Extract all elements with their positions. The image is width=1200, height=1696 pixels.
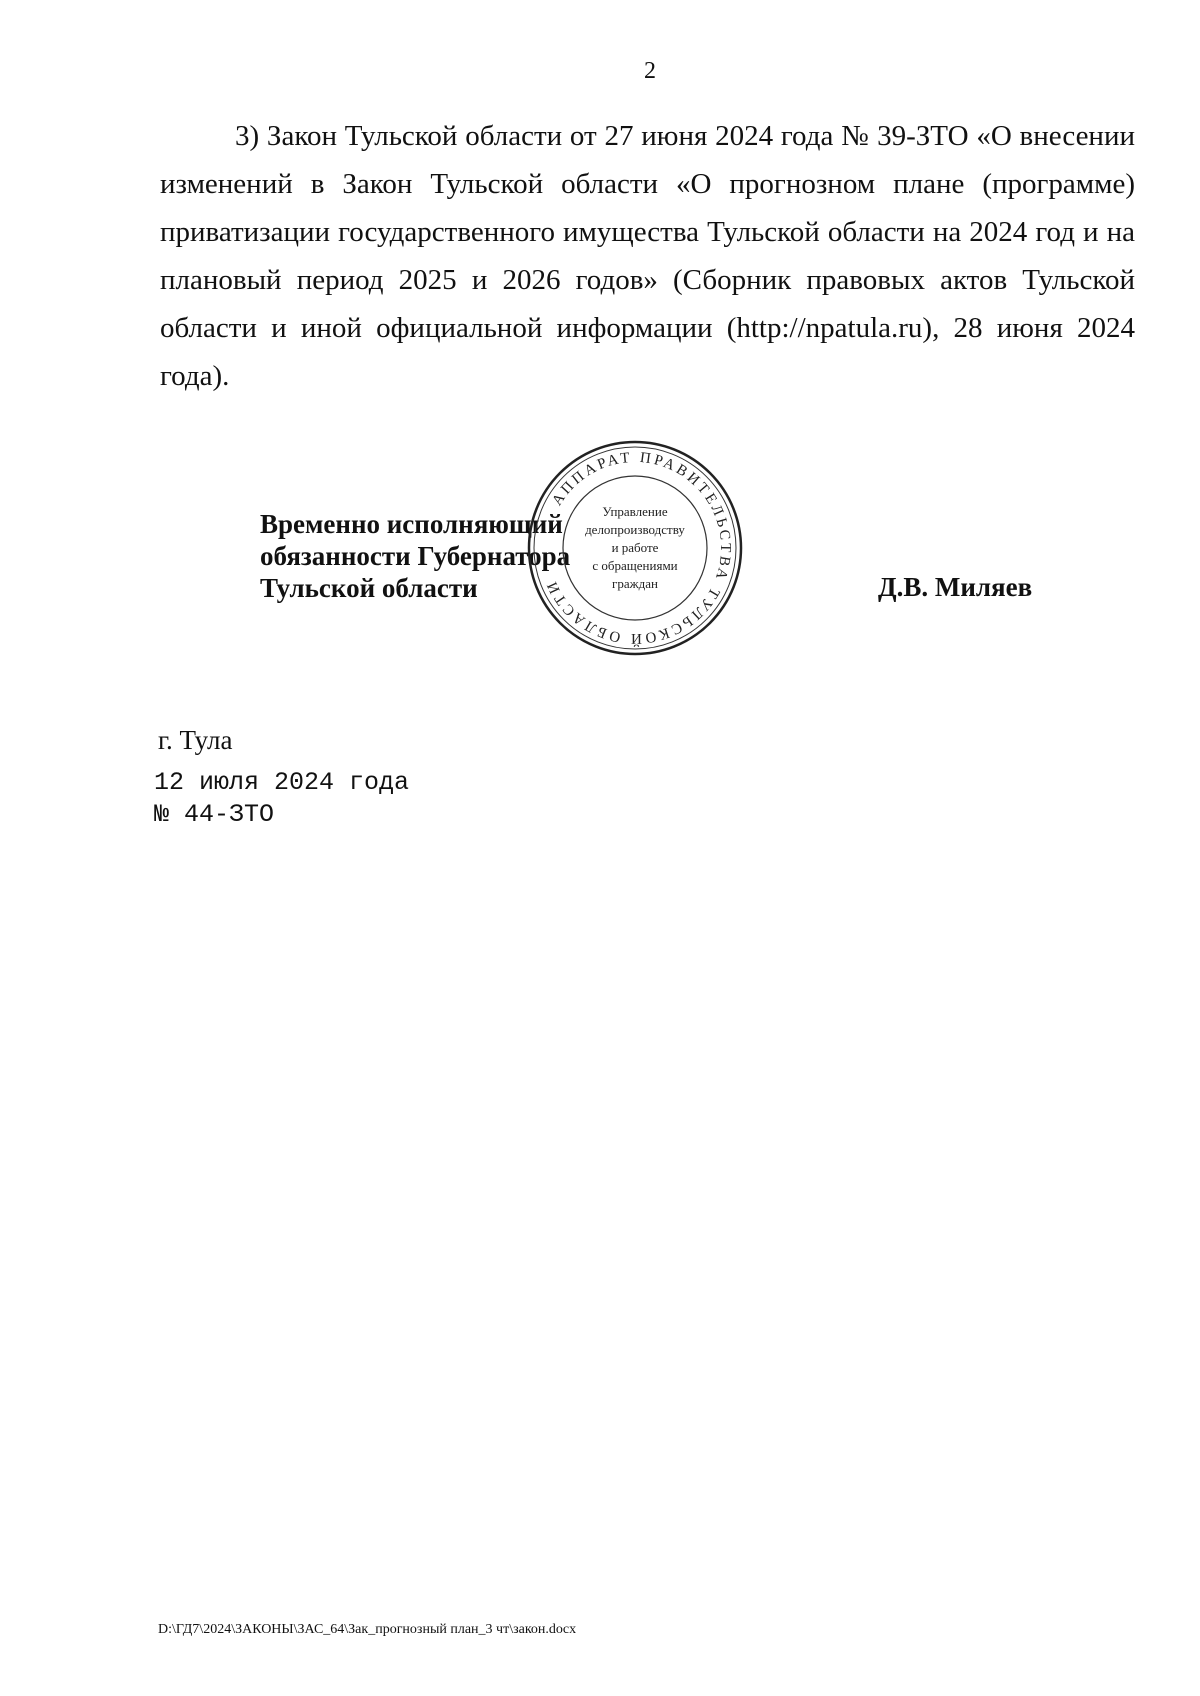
- page-number: 2: [644, 58, 656, 84]
- law-number: № 44-ЗТО: [154, 800, 275, 829]
- signature-title-line-1: Временно исполняющий: [260, 509, 563, 539]
- stamp-center-line-1: Управление: [602, 504, 668, 519]
- signature-title-line-3: Тульской области: [260, 573, 478, 603]
- law-date: 12 июля 2024 года: [154, 768, 410, 797]
- stamp-center-line-5: граждан: [612, 576, 658, 591]
- file-path-footer: D:\ГД7\2024\ЗАКОНЫ\ЗАС_64\Зак_прогнозный план_3 чт\закон.docx: [158, 1622, 577, 1637]
- signatory-name: Д.В. Миляев: [878, 572, 1033, 602]
- official-stamp: [525, 438, 745, 658]
- signature-title-line-2: обязанности Губернатора: [260, 541, 571, 571]
- stamp-center-line-3: и работе: [611, 540, 659, 555]
- stamp-ring-text: АППАРАТ ПРАВИТЕЛЬСТВА ТУЛЬСКОЙ ОБЛАСТИ: [543, 449, 734, 647]
- stamp-center-line-4: с обращениями: [592, 558, 678, 573]
- stamp-center-line-2: делопроизводству: [585, 522, 685, 537]
- city: г. Тула: [158, 725, 233, 755]
- law-paragraph: 3) Закон Тульской области от 27 июня 2024 года № 39-ЗТО «О внесении изменений в Закон Тульской области «О прогнозном плане (программе) приватизации государственного имущества Тульской области на 2024 год и на плановый период 2025 и 2026 годов» (Сборник правовых актов Тульской области и иной официальной информации (http://npatula.ru), 28 июня 2024 года).: [160, 120, 1135, 392]
- signature-title: [260, 508, 570, 604]
